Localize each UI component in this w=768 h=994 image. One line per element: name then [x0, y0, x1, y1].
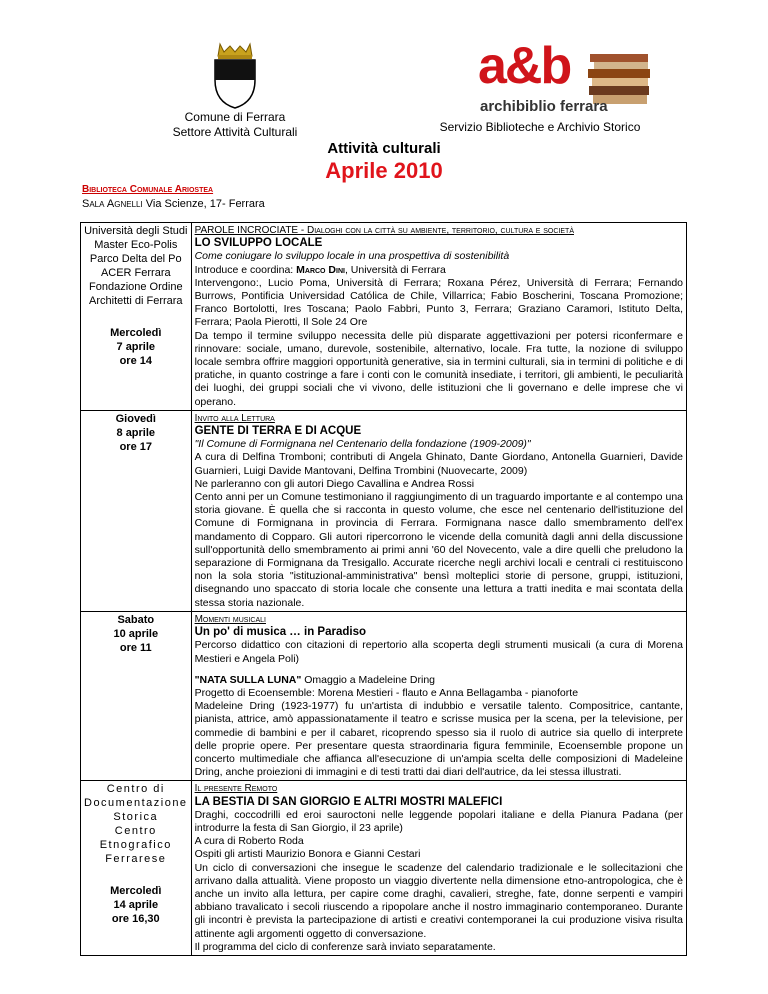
event-title: LA BESTIA DI SAN GIORGIO E ALTRI MOSTRI MALEFICI: [194, 795, 503, 808]
room-name: Sala Agnelli: [82, 198, 143, 210]
event-title2: [195, 674, 683, 687]
event-info-cell: [81, 223, 192, 411]
month-title: Aprile 2010: [325, 158, 443, 183]
intro-label: Introduce e coordina:: [194, 263, 297, 276]
event-time: ore 17: [119, 440, 152, 453]
event-intro: Percorso didattico con citazioni di repertorio alla scoperta degli strumenti musicali (a cura di Morena Mestieri e Angela Poli): [194, 639, 683, 665]
event-authors: Ne parleranno con gli autori Diego Cavallina e Andrea Rossi: [194, 477, 475, 490]
page-title: Attività culturali: [327, 140, 441, 157]
event-title: Un po' di musica … in Paradiso: [194, 626, 366, 639]
event-guests: Ospiti gli artisti Maurizio Bonora e Gianni Cestari: [194, 848, 421, 861]
event-body: Un ciclo di conversazioni che insegue le scadenze del calendario tradizionale e le sollecitazioni che arrivano dalla attualità. Viene proposto un viaggio divertente nella dimensione etno-antropologica, che è anche un invito alla lettura, per capire come draghi, cavalieri, streghe, fate, donne serpenti e vampiri abbiano travalicato i secoli riuscendo a ripopolare anche il nostro immaginario contemporaneo. Durante gli incontri è prevista la partecipazione di artisti e creativi contemporanei la cui produzione visiva risulta attinente agli argomenti oggetto di conversazione.: [194, 861, 683, 940]
org-line: Storica: [113, 811, 159, 824]
event-description-cell: [191, 781, 686, 956]
table-row: [81, 611, 687, 780]
settore-name: Settore Attività Culturali: [172, 125, 298, 139]
event-intro: [195, 264, 683, 277]
library-name: Biblioteca Comunale Ariostea: [82, 184, 214, 195]
org-line: Università degli Studi: [84, 225, 188, 237]
event-time: ore 16,30: [111, 913, 160, 926]
event-title2-main: "NATA SULLA LUNA": [194, 673, 302, 686]
event-info-cell: [81, 781, 192, 956]
table-row: [81, 410, 687, 611]
event-credits: A cura di Delfina Tromboni; contributi di Angela Ghinato, Dante Giordano, Antonella Guarnieri, Davide Guarnieri, Luigi Davide Mantovani, Delfina Trombini (Nuovecarte, 2009): [194, 451, 683, 477]
org-line: Ferrarese: [105, 853, 167, 866]
event-date: 10 aprile: [113, 627, 159, 640]
event-intro: Draghi, coccodrilli ed eroi sauroctoni nelle leggende popolari italiane e della Pianura Padana (per introdurre la festa di San Giorgio, il 23 aprile): [194, 808, 683, 834]
event-description-cell: [191, 611, 686, 780]
event-description-cell: [191, 410, 686, 611]
event-kicker: PAROLE INCROCIATE - Dialoghi con la città su ambiente, territorio, cultura e società: [194, 225, 574, 236]
org-line: Etnografico: [99, 839, 172, 852]
org-line: Centro di: [106, 783, 165, 796]
event-date: 7 aprile: [116, 341, 156, 353]
org-line: Centro: [114, 825, 157, 838]
ferrara-crest-logo: [212, 40, 258, 110]
event-info-cell: [81, 611, 192, 780]
event-time: ore 11: [119, 641, 152, 654]
event-title: GENTE DI TERRA E DI ACQUE: [194, 425, 362, 438]
org-line: ACER Ferrara: [100, 267, 171, 279]
event-curator: A cura di Roberto Roda: [194, 835, 304, 848]
org-line: Fondazione Ordine: [89, 281, 183, 293]
event-footer: Il programma del ciclo di conferenze sarà inviato separatamente.: [194, 940, 496, 953]
event-day: Sabato: [117, 613, 155, 626]
event-body: Madeleine Dring (1923-1977) fu un'artista di indubbio e versatile talento. Compositrice, cantante, pianista, attrice, amò appassionatamente il teatro e scrisse musica per la scena, per la televisione, per commedie di bambini e per il cabaret, ricoprendo spesso sia il ruolo di autrice sia quello di interprete delle proprie opere. Per presentare questa straordinaria figura femminile, Ecoensemble propone un concerto multimediale che affianca all'esecuzione di un'ampia scelta delle composizioni di Madeleine Dring, anche proiezioni di immagini e di testi tratti dai diari dell'autrice, da lei stessa illustrati.: [194, 700, 683, 779]
org-line: Documentazione: [84, 797, 188, 810]
intro-rest: , Università di Ferrara: [344, 263, 446, 276]
event-date: 8 aprile: [116, 426, 156, 439]
event-project: Progetto di Ecoensemble: Morena Mestieri - flauto e Anna Bellagamba - pianoforte: [194, 686, 579, 699]
org-line: Master Eco-Polis: [94, 239, 178, 251]
event-speakers: Intervengono:, Lucio Poma, Università di Ferrara; Roxana Pérez, Università di Ferrara; Fernando Burrows, Pontificia Universidad Católica de Chile, Villarrica; Fabio Boscherini, Toscana Promozione; Franco Bortolotti, Ires Toscana; Paolo Fabbri, Punto 3, Ferrara; Graziano Caramori, Istituto Delta, Ferrara; Paola Pierotti, Il Sole 24 Ore: [194, 276, 683, 329]
event-kicker: Momenti musicali: [194, 613, 266, 625]
event-date: 14 aprile: [113, 899, 159, 912]
event-body: Cento anni per un Comune testimoniano il raggiungimento di un traguardo importante e al contempo una storia giovane. È quella che si racconta in questo volume, che esce nel centenario dell'istituzione del Comune di Formignana in provincia di Ferrara. Formignana nasce dallo smembramento dell'ex mandamento di Copparo. Gli autori ripercorrono le vicende della comunità dagli anni della discussione sull'opportunità dello smembramento ai primi anni '60 del Novecento, vale a dire quelli che preludono la separazione di Formignana da Tresigallo. Accurate ricerche negli archivi locali e centrali ci restituiscono non la sola storia "istituzional-amministrativa" bensì molteplici storie di persone, gruppi, istituzioni, disegnando uno spaccato di storia locale che consente una lettura a tratti inedita e mai scontata della stessa storia nazionale.: [194, 491, 683, 609]
address: Via Scienze, 17- Ferrara: [145, 198, 265, 210]
venue-address: [82, 198, 265, 210]
table-row: [81, 223, 687, 411]
comune-label: [150, 110, 320, 140]
event-day: Giovedì: [115, 412, 156, 425]
logo-ab-text: a&b: [478, 37, 571, 95]
event-subtitle: "Il Comune di Formignana nel Centenario della fondazione (1909-2009)": [194, 438, 531, 451]
org-line: Parco Delta del Po: [89, 253, 182, 265]
table-row: [81, 781, 687, 956]
servizio-label: Servizio Biblioteche e Archivio Storico: [439, 120, 641, 134]
archibiblio-logo: [478, 37, 658, 122]
event-time: ore 14: [119, 355, 152, 367]
logo-subtitle: archibiblio ferrara: [480, 98, 608, 115]
intro-name: Marco Dini: [296, 263, 345, 276]
event-title2-rest: Omaggio a Madeleine Dring: [301, 673, 435, 686]
event-day: Mercoledì: [110, 327, 162, 339]
event-title: LO SVILUPPO LOCALE: [194, 237, 323, 250]
event-kicker: Invito alla Lettura: [194, 412, 275, 424]
event-kicker: Il presente Remoto: [194, 783, 278, 795]
event-day: Mercoledì: [110, 885, 162, 898]
event-subtitle: Come coniugare lo sviluppo locale in una prospettiva di sostenibilità: [194, 250, 510, 263]
event-info-cell: [81, 410, 192, 611]
event-body: Da tempo il termine sviluppo necessita delle più disparate aggettivazioni per potersi riconfermare e rinnovare: sociale, umano, durevole, sostenibile, alternativo, locale. Fra tutte, la nozione di sviluppo locale sembra offrire maggiori opportunità generative, sia in termini culturali, sia in termini di politiche e di pratiche, in quanto costringe a fare i conti con le comunità insediate, i territori, gli ambienti, le peculiarità dei luoghi, dei gruppi sociali che vi vivono, delle istituzioni che li governano e delle imprese che vi operano.: [194, 329, 683, 408]
comune-name: Comune di Ferrara: [184, 110, 286, 124]
event-description-cell: [191, 223, 686, 411]
org-line: Architetti di Ferrara: [89, 295, 183, 307]
program-table: [80, 222, 687, 956]
